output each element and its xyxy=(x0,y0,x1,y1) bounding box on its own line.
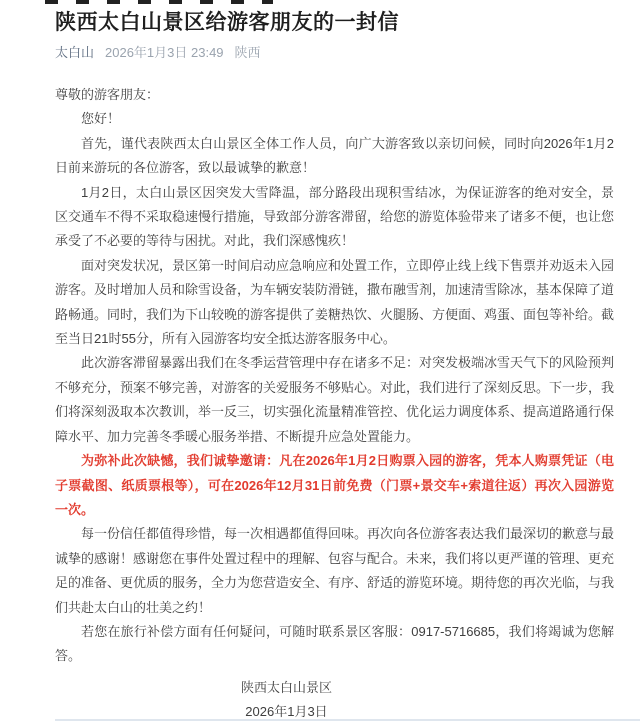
letter-paragraph: 您好！ xyxy=(81,111,121,127)
page-title: 陕西太白山景区给游客朋友的一封信 xyxy=(55,11,399,34)
letter-salutation: 尊敬的游客朋友： xyxy=(55,87,160,102)
byline xyxy=(55,45,614,61)
article-content xyxy=(0,9,640,722)
signature-block xyxy=(55,676,614,722)
cropped-text-remnant xyxy=(45,0,273,4)
letter-paragraph: 首先，谨代表陕西太白山景区全体工作人员，向广大游客致以亲切问候，同时向2026年1月2日前来游玩的各位游客，致以最诚挚的歉意！ xyxy=(55,135,614,176)
signature-date: 2026年1月3日 xyxy=(245,704,328,720)
compensation-highlight-paragraph: 为弥补此次缺憾，我们诚挚邀请：凡在2026年1月2日购票入园的游客，凭本人购票凭证（电子票截图、纸质票根等），可在2026年12月31日前免费（门票+景交车+索道往返）再次入园游览一次。 xyxy=(55,453,614,517)
letter-paragraph: 此次游客滞留暴露出我们在冬季运营管理中存在诸多不足：对突发极端冰雪天气下的风险预判不够充分，预案不够完善，对游客的关爱服务不够贴心。对此，我们进行了深刻反思。下一步，我们将深刻汲取本次教训，举一反三，切实强化流量精准管控、优化运力调度体系、提高道路通行保障水平、加力完善冬季暖心服务举措、不断提升应急处置能力。 xyxy=(55,355,615,444)
source-account-link[interactable]: 太白山 xyxy=(55,45,95,60)
publish-timestamp: 2026年1月3日 23:49 xyxy=(105,45,224,60)
signature-name: 陕西太白山景区 xyxy=(240,679,332,695)
letter-paragraph: 每一份信任都值得珍惜，每一次相遇都值得回味。再次向各位游客表达我们最深切的歉意与最诚挚的感谢！感谢您在事件处置过程中的理解、包容与配合。未来，我们将以更严谨的管理、更充足的准备、更优质的服务，全力为您营造安全、有序、舒适的游览环境。期待您的再次光临，与我们共赴太白山的壮美之约！ xyxy=(55,526,615,615)
letter-paragraph: 1月2日，太白山景区因突发大雪降温，部分路段出现积雪结冰，为保证游客的绝对安全，景区交通车不得不采取稳速慢行措施，导致部分游客滞留，给您的游览体验带来了诸多不便，也让您承受了不必要的等待与困扰。对此，我们深感愧疚！ xyxy=(55,184,615,249)
section-divider xyxy=(55,719,640,721)
letter-body xyxy=(55,83,614,669)
publish-location: 陕西 xyxy=(234,45,261,60)
letter-paragraph: 若您在旅行补偿方面有任何疑问，可随时联系景区客服：0917-5716685，我们将竭诚为您解答。 xyxy=(55,623,614,664)
letter-paragraph: 面对突发状况，景区第一时间启动应急响应和处置工作，立即停止线上线下售票并劝返未入园游客。及时增加人员和除雪设备，为车辆安装防滑链，撒布融雪剂，加速清雪除冰，基本保障了道路畅通。同时，我们为下山较晚的游客提供了姜糖热饮、火腿肠、方便面、鸡蛋、面包等补给。截至当日21时55分，所有入园游客均安全抵达游客服务中心。 xyxy=(55,257,615,347)
